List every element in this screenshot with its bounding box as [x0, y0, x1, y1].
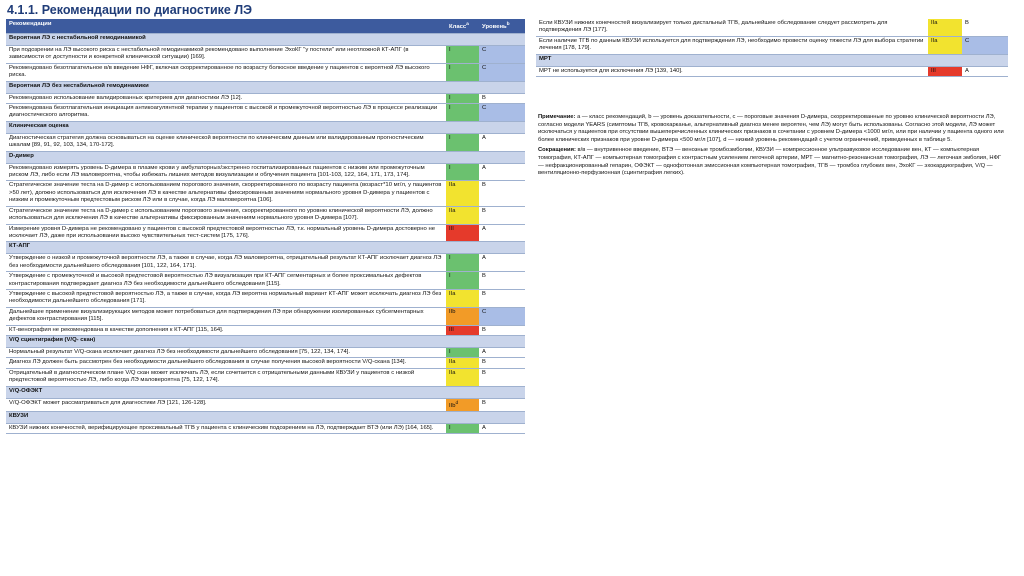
- recommendation-row: [6, 46, 525, 64]
- notes-block: [538, 114, 1008, 181]
- abbreviations-text: в/в — внутривенное введение, ВТЭ — венозные тромбоэмболии, КВУЗИ — компрессионное ультразвуковое исследование вен, КТ — компьютерная томография, КТ-АПГ — компьютерная томография с контрастным усилением легочной артерии, МРТ — магнитно-резонансная томография, ЛЭ — легочная эмболия, НФГ — нефракционированный гепарин, ОФЭКТ — однофотонная эмиссионная компьютерная томография, ТГВ — тромбоз глубоких вен, ЭхоКГ — эхокардиография, V/Q — вентиляционно-перфузионная (сцинтиграфия легких).: [538, 147, 1002, 177]
- class-cell: [446, 398, 479, 411]
- class-value: IIa: [931, 37, 938, 44]
- class-value: I: [449, 273, 451, 280]
- recommendation-row: [6, 133, 525, 151]
- recommendation-text: КТ-венография не рекомендована в качестве дополнения к КТ-АПГ [115, 164].: [6, 325, 446, 335]
- class-cell: [928, 36, 962, 54]
- right-table-body: [536, 19, 1008, 77]
- level-cell: B: [962, 19, 1008, 36]
- class-value: IIa: [449, 182, 456, 189]
- recommendation-row: [6, 289, 525, 307]
- recommendation-text: При подозрении на ЛЭ высокого риска с нестабильной гемодинамикой рекомендовано выполнение ЭхоКГ "у постели" или неотложной КТ-АПГ (в зависимости от доступности и конкретной клинической ситуации) [169].: [6, 46, 446, 64]
- level-cell: B: [479, 93, 525, 103]
- class-value: I: [449, 105, 451, 112]
- level-cell: A: [479, 254, 525, 272]
- recommendation-row: [536, 36, 1008, 54]
- level-cell: B: [479, 368, 525, 386]
- header-class-sup: а: [466, 22, 469, 27]
- recommendation-text: Стратегическое значение теста на D-димер с использованием порогового значения, скорректированного по уровню клинической вероятности ЛЭ, должно использоваться для исключения ЛЭ в качестве альтернативы фиксированным значениям нормального уровня D-димера [107].: [6, 206, 446, 224]
- level-cell: B: [479, 272, 525, 290]
- class-value: IIa: [449, 359, 456, 366]
- section-heading: Клиническая оценка: [6, 121, 525, 133]
- section-heading: V/Q-ОФЭКТ: [6, 386, 525, 398]
- section-row: [6, 34, 525, 46]
- recommendations-table-right: [536, 19, 1008, 77]
- recommendation-text: Нормальный результат V/Q-скана исключает диагноз ЛЭ без необходимости дальнейшего обследования [75, 122, 134, 174].: [6, 347, 446, 357]
- header-level: [479, 19, 525, 34]
- class-cell: [446, 289, 479, 307]
- recommendation-row: [6, 206, 525, 224]
- section-row: [6, 242, 525, 254]
- recommendation-row: [6, 224, 525, 242]
- class-value: I: [449, 94, 451, 101]
- recommendation-text: Стратегическое значение теста на D-димер с использованием порогового значения, скорректированного по возрасту пациента (возраст*10 мг/л, у пациентов >50 лет), должно использоваться для исключения ЛЭ в качестве альтернативы фиксированным значениям нормального уровня D-димера у пациентов с низким и промежуточным предтестовым риском ЛЭ или в случае, когда ЛЭ маловероятна [106].: [6, 181, 446, 206]
- recommendation-text: Рекомендовано безотлагательное в/в введение НФГ, включая скорректированное по возрасту болюсное введение у пациентов с вероятной ЛЭ высокого риска.: [6, 63, 446, 81]
- recommendation-row: [6, 163, 525, 181]
- recommendation-text: Если КВУЗИ нижних конечностей визуализирует только дистальный ТГВ, дальнейшее обследование следует рассмотреть для подтверждения ЛЭ [177].: [536, 19, 928, 36]
- class-cell: [928, 66, 962, 76]
- recommendation-row: [6, 104, 525, 122]
- class-value: IIb: [449, 402, 456, 409]
- class-value: IIa: [449, 369, 456, 376]
- left-table-body: [6, 19, 525, 434]
- class-cell: [446, 46, 479, 64]
- class-cell: [446, 163, 479, 181]
- recommendation-text: Дальнейшее применение визуализирующих методов может потребоваться для подтверждения ЛЭ при обнаружении изолированных субсегментарных дефектов контрастирования [115].: [6, 307, 446, 325]
- class-cell: [446, 347, 479, 357]
- section-row: [536, 54, 1008, 66]
- level-cell: C: [479, 46, 525, 64]
- class-cell: [446, 104, 479, 122]
- recommendation-text: Утверждение о низкой и промежуточной вероятности ЛЭ, а также в случае, когда ЛЭ маловероятна, отрицательный результат КТ-АПГ исключает диагноз ЛЭ без необходимости дальнейшего обследования [101, 122, 164, 171].: [6, 254, 446, 272]
- class-cell: [446, 272, 479, 290]
- section-heading: КТ-АПГ: [6, 242, 525, 254]
- class-cell: [446, 63, 479, 81]
- section-row: [6, 81, 525, 93]
- level-cell: A: [479, 224, 525, 242]
- level-cell: B: [479, 358, 525, 368]
- level-cell: B: [479, 181, 525, 206]
- section-heading: Вероятная ЛЭ с нестабильной гемодинамикой: [6, 34, 525, 46]
- level-cell: B: [479, 206, 525, 224]
- class-cell: [446, 206, 479, 224]
- class-cell: [446, 254, 479, 272]
- notes-label: Примечание:: [538, 114, 576, 120]
- section-row: [6, 121, 525, 133]
- section-heading: КВУЗИ: [6, 411, 525, 423]
- section-heading: МРТ: [536, 54, 1008, 66]
- class-cell: [446, 368, 479, 386]
- section-title: 4.1.1. Рекомендации по диагностике ЛЭ: [7, 3, 253, 17]
- header-class: [446, 19, 479, 34]
- recommendation-text: Рекомендовано использование валидированных критериев для диагностики ЛЭ [12].: [6, 93, 446, 103]
- class-value: I: [449, 424, 451, 431]
- recommendation-row: [6, 307, 525, 325]
- header-recommendations: Рекомендации: [6, 19, 446, 34]
- recommendation-row: [6, 398, 525, 411]
- recommendation-row: [6, 423, 525, 433]
- recommendation-row: [6, 272, 525, 290]
- recommendation-text: Измерение уровня D-димера не рекомендовано у пациентов с высокой предтестовой вероятностью ЛЭ, т.к. нормальный уровень D-димера достоверно не исключает ЛЭ, даже при использовании высоко чувствительных тест-систем [175, 176].: [6, 224, 446, 242]
- recommendation-text: Рекомендовано измерять уровень D-димера в плазме крови у амбулаторных/экстренно госпитализированных пациентов с низким или промежуточным риском ЛЭ, либо если ЛЭ маловероятна, чтобы избежать лишних методов визуализации и облучения пациента [101-103, 122, 164, 171, 173, 174].: [6, 163, 446, 181]
- recommendation-row: [6, 181, 525, 206]
- class-cell: [928, 19, 962, 36]
- recommendations-table-left: [6, 19, 525, 434]
- recommendation-text: МРТ не используется для исключения ЛЭ [139, 140].: [536, 66, 928, 76]
- class-cell: [446, 181, 479, 206]
- section-heading: D-димер: [6, 151, 525, 163]
- header-level-label: Уровень: [482, 23, 507, 30]
- level-cell: A: [479, 347, 525, 357]
- abbreviations-paragraph: [538, 147, 1008, 177]
- recommendation-text: Рекомендована безотлагательная инициация антикоагулянтной терапии у пациентов с высокой и промежуточной вероятностью ЛЭ в процессе реализации диагностического алгоритма.: [6, 104, 446, 122]
- class-value: I: [449, 47, 451, 53]
- class-value: I: [449, 348, 451, 355]
- recommendation-row: [536, 66, 1008, 76]
- class-value: III: [449, 225, 454, 232]
- header-class-label: Класс: [449, 23, 467, 30]
- class-value: I: [449, 134, 451, 141]
- section-row: [6, 335, 525, 347]
- class-value: I: [449, 255, 451, 262]
- recommendation-text: Диагностическая стратегия должна основываться на оценке клинической вероятности по клиническим данным или валидированным прогностическим шкалам [89, 91, 92, 103, 134, 170-172].: [6, 133, 446, 151]
- recommendation-text: Утверждение с промежуточной и высокой предтестовой вероятностью ЛЭ визуализация при КТ-АПГ сегментарных и более проксимальных дефектов контрастирования подтверждает диагноз ЛЭ без необходимости дальнейшего обследования [115].: [6, 272, 446, 290]
- recommendation-row: [6, 347, 525, 357]
- recommendation-row: [6, 325, 525, 335]
- section-row: [6, 151, 525, 163]
- abbreviations-label: Сокращения:: [538, 147, 576, 154]
- level-cell: C: [962, 36, 1008, 54]
- notes-paragraph: [538, 114, 1008, 144]
- class-cell: [446, 93, 479, 103]
- section-row: [6, 386, 525, 398]
- header-level-sup: b: [506, 22, 510, 27]
- level-cell: A: [479, 423, 525, 433]
- class-value: III: [931, 67, 936, 74]
- level-cell: C: [479, 63, 525, 81]
- section-row: [6, 411, 525, 423]
- recommendation-text: Отрицательный в диагностическом плане V/Q скан может исключать ЛЭ, если сочетается с отрицательными данными КВУЗИ у пациентов с низкой предтестовой вероятностью ЛЭ, либо когда ЛЭ маловероятна [75, 122, 174].: [6, 368, 446, 386]
- section-heading: Вероятная ЛЭ без нестабильной гемодинамики: [6, 81, 525, 93]
- recommendation-text: Если наличие ТГВ по данным КВУЗИ используется для подтверждения ЛЭ, необходимо провести оценку тяжести ЛЭ для выбора стратегии лечения [178, 179].: [536, 36, 928, 54]
- level-cell: A: [479, 133, 525, 151]
- level-cell: B: [479, 398, 525, 411]
- class-footnote: d: [455, 400, 459, 406]
- class-value: IIa: [449, 207, 456, 214]
- class-value: IIa: [449, 290, 456, 297]
- recommendation-row: [6, 63, 525, 81]
- class-cell: [446, 133, 479, 151]
- class-value: IIa: [931, 20, 938, 26]
- recommendation-row: [6, 93, 525, 103]
- recommendation-text: Диагноз ЛЭ должен быть рассмотрен без необходимости дальнейшего обследования в случае получения высокой вероятности V/Q-скана [134].: [6, 358, 446, 368]
- class-cell: [446, 307, 479, 325]
- level-cell: C: [479, 104, 525, 122]
- class-cell: [446, 358, 479, 368]
- class-value: I: [449, 164, 451, 171]
- recommendation-text: Утверждение с высокой предтестовой вероятностью ЛЭ, а также в случае, когда ЛЭ вероятна нормальный вариант КТ-АПГ может исключать диагноз ЛЭ без необходимости дальнейшего обследования [171].: [6, 289, 446, 307]
- recommendation-text: V/Q-ОФЭКТ может рассматриваться для диагностики ЛЭ [121, 126-128].: [6, 398, 446, 411]
- notes-text: а — класс рекомендаций, b — уровень доказательности, с — пороговые значения D-димера, скорректированные по уровню клинической вероятности ЛЭ, согласно модели YEARS (симптомы ТГВ, кровохарканье, альтернативный диагноз менее вероятен, чем ЛЭ) могут быть использованы. Согласно этой модели, ЛЭ может исключаться у пациентов при отсутствии вышеперечисленных клинических признаков в сочетании с уровнем D-димера <1000 мг/л, или при наличии у пациента одного или более клинических признаков при уровне D-димера <500 мг/л [107], d — низкий уровень рекомендаций с учетом ограничений, приведенных в таблице 5.: [538, 114, 1004, 143]
- recommendation-row: [6, 358, 525, 368]
- recommendation-row: [536, 19, 1008, 36]
- level-cell: A: [479, 163, 525, 181]
- class-value: IIb: [449, 308, 456, 315]
- class-cell: [446, 423, 479, 433]
- level-cell: B: [479, 289, 525, 307]
- class-value: III: [449, 326, 454, 333]
- level-cell: C: [479, 307, 525, 325]
- class-cell: [446, 224, 479, 242]
- section-heading: V/Q сцинтиграфия (V/Q- скан): [6, 335, 525, 347]
- level-cell: B: [479, 325, 525, 335]
- recommendation-text: КВУЗИ нижних конечностей, верифицирующее проксимальный ТГВ у пациента с клиническим подозрением на ЛЭ, подтверждает ВТЭ (или ЛЭ) [164, 165].: [6, 423, 446, 433]
- class-cell: [446, 325, 479, 335]
- class-value: I: [449, 64, 451, 71]
- table-header-row: [6, 19, 525, 34]
- recommendation-row: [6, 254, 525, 272]
- level-cell: A: [962, 66, 1008, 76]
- recommendation-row: [6, 368, 525, 386]
